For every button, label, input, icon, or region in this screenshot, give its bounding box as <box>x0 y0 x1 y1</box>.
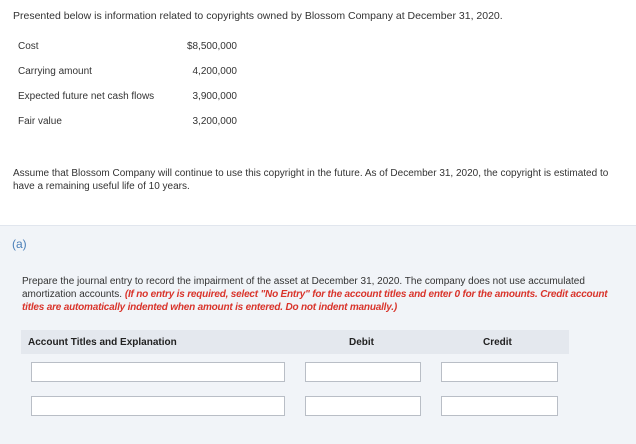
fact-label: Cost <box>18 41 39 52</box>
header-credit: Credit <box>483 337 512 348</box>
instructions <box>22 275 617 314</box>
intro-text: Presented below is information related to copyrights owned by Blossom Company at December 31, 2020. <box>13 10 503 22</box>
fact-row-cost <box>18 36 248 61</box>
fact-row-fair-value <box>18 111 248 136</box>
fact-label: Expected future net cash flows <box>18 91 155 102</box>
instruction-note: (If no entry is required, select "No Entry" for the account titles and enter 0 for the amounts. Credit account titles are automatically indented when amount is entered. Do not indent manually.) <box>22 289 608 313</box>
fact-label: Fair value <box>18 116 62 127</box>
account-title-input-1[interactable] <box>31 362 285 382</box>
fact-label: Carrying amount <box>18 66 92 77</box>
debit-input-2[interactable] <box>305 396 421 416</box>
fact-value: $8,500,000 <box>186 41 237 52</box>
fact-row-expected-cash-flows <box>18 86 248 111</box>
assumption-text: Assume that Blossom Company will continue to use this copyright in the future. As of December 31, 2020, the copyright is estimated to have a remaining useful life of 10 years. <box>13 168 609 192</box>
credit-input-1[interactable] <box>441 362 558 382</box>
journal-table-header <box>21 330 569 354</box>
debit-input-1[interactable] <box>305 362 421 382</box>
part-label: (a) <box>12 237 27 251</box>
part-a-panel <box>0 225 636 444</box>
facts-list <box>18 36 248 136</box>
fact-value: 3,900,000 <box>192 91 237 102</box>
fact-value: 3,200,000 <box>192 116 237 127</box>
header-debit: Debit <box>349 337 374 348</box>
credit-input-2[interactable] <box>441 396 558 416</box>
instruction-text: Prepare the journal entry to record the impairment of the asset at December 31, 2020. The company does not use accumulated amortization accounts. <box>22 276 585 300</box>
header-account-titles: Account Titles and Explanation <box>28 337 177 348</box>
fact-row-carrying-amount <box>18 61 248 86</box>
fact-value: 4,200,000 <box>192 66 237 77</box>
account-title-input-2[interactable] <box>31 396 285 416</box>
